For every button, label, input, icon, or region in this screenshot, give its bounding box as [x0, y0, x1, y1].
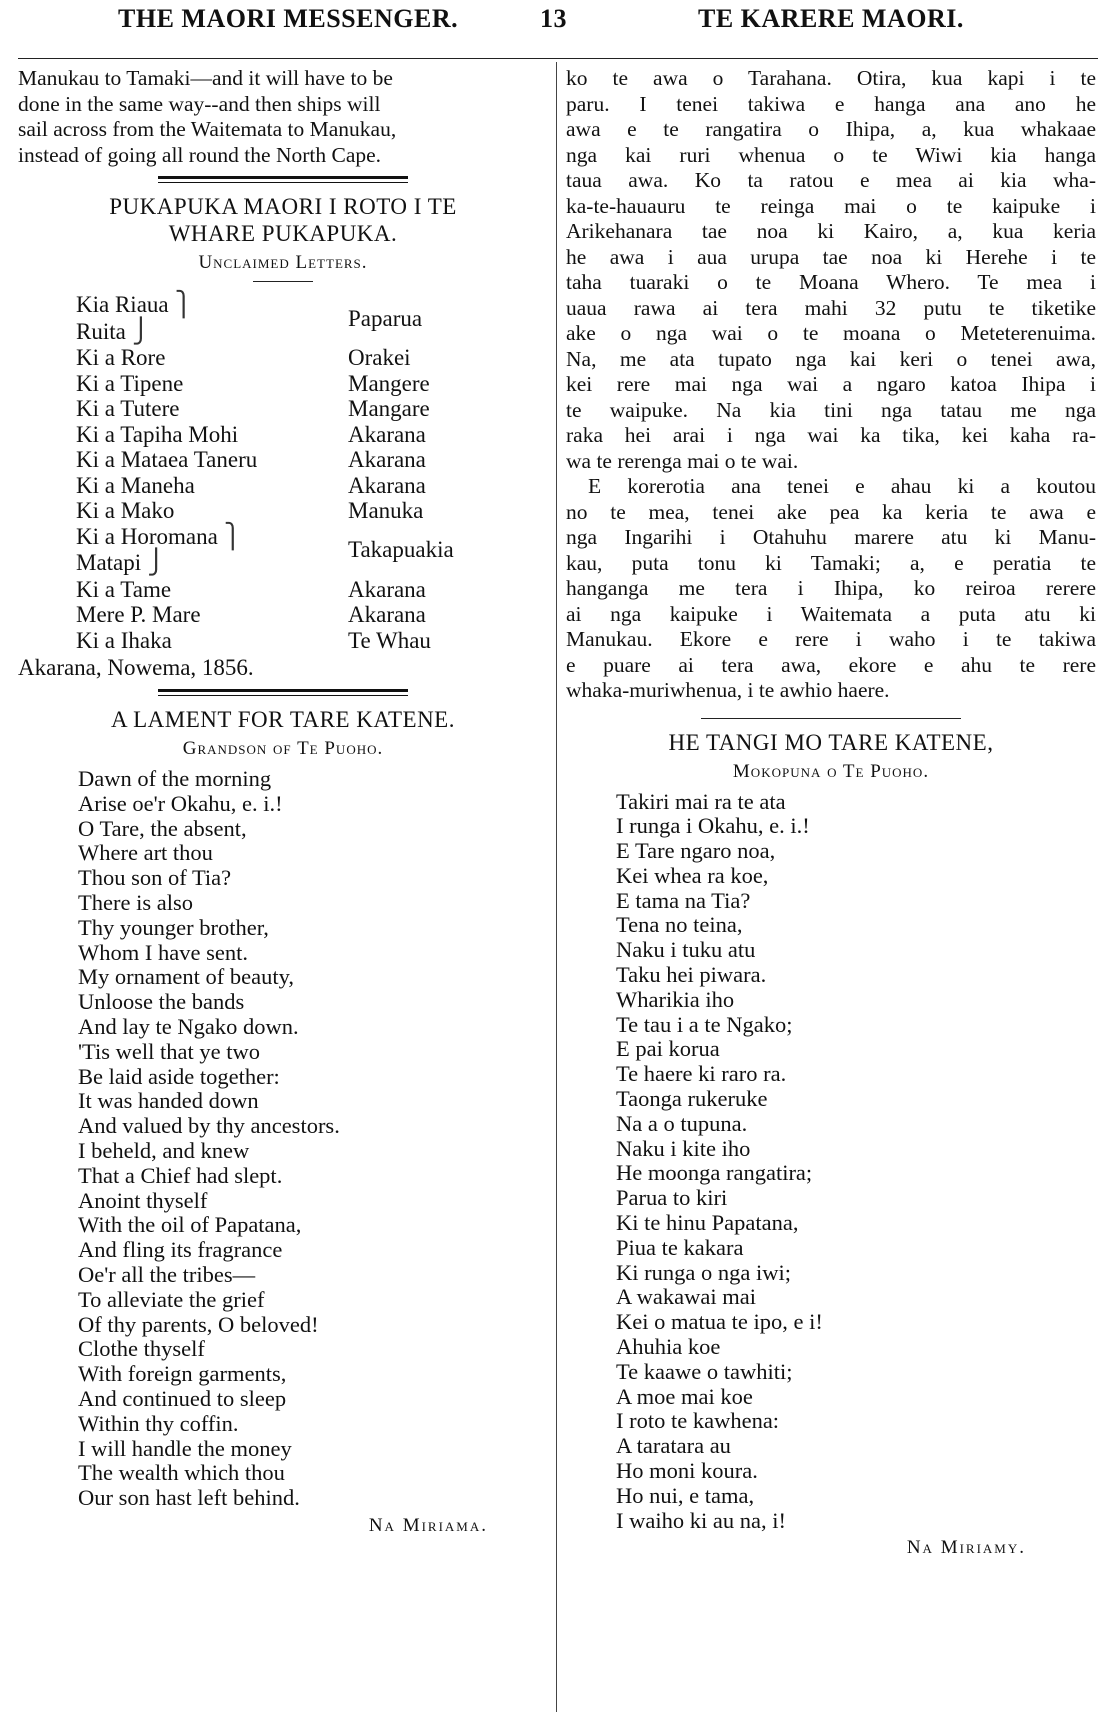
lament-title: A LAMENT FOR TARE KATENE. — [111, 707, 455, 732]
poem-line: To alleviate the grief — [78, 1286, 265, 1312]
poem-line: With the oil of Papatana, — [78, 1212, 302, 1238]
poem-line: E tama na Tia? — [616, 887, 751, 913]
letter-name: Ki a Tipene — [76, 370, 184, 396]
poem-line: A taratara au — [616, 1433, 731, 1459]
letter-name: Ki a Tapiha Mohi — [76, 421, 239, 447]
text-line: ka-te-hauauru te reinga mai o te kaipuke i — [566, 193, 1096, 218]
letter-name: Ki a Mako — [76, 498, 175, 523]
poem-line: 'Tis well that ye two — [78, 1038, 260, 1064]
letter-name: Mere P. Mare — [76, 602, 201, 627]
text-line: kei rere mai nga wai a ngaro katoa Ihipa i — [566, 372, 1096, 396]
text-line: Na, me ata tupato nga kai keri o tenei awa, — [566, 346, 1096, 371]
brace-icon: ⎫ — [223, 523, 242, 550]
poem-line: I runga i Okahu, e. i.! — [616, 813, 810, 839]
letter-row — [76, 473, 454, 499]
poem-line: The wealth which thou — [78, 1460, 285, 1486]
poem-line: A wakawai mai — [616, 1284, 756, 1310]
text-line: ko te awa o Tarahana. Otira, kua kapi i te — [566, 66, 1096, 90]
poem-line: He moonga rangatira; — [616, 1160, 813, 1186]
poem-line: Be laid aside together: — [78, 1063, 280, 1089]
letters-subheading: Unclaimed Letters. — [198, 252, 368, 273]
poem-line: E pai koruа — [616, 1036, 720, 1062]
poem-line: I roto te kawhena: — [616, 1408, 780, 1434]
poem-line: Tena no teina, — [616, 912, 743, 938]
letter-row — [76, 396, 454, 422]
page-number: 13 — [540, 4, 567, 33]
poem-line: Oe'r all the tribes— — [78, 1261, 256, 1287]
letter-row — [76, 345, 454, 371]
text-line: te waipuke. Na kia tini nga tatau me nga — [566, 397, 1096, 422]
poem-line: Within thy coffin. — [78, 1410, 239, 1436]
unclaimed-letters-list — [76, 292, 548, 653]
text-line: sail across from the Waitemata to Manukau, — [18, 117, 397, 141]
poem-line: Dawn of the morning — [78, 766, 272, 791]
poem-line: Whom I have sent. — [78, 939, 248, 965]
masthead-english: THE MAORI MESSENGER. — [118, 4, 459, 33]
letter-name: Kia Riaua — [76, 292, 169, 317]
letters-table — [76, 292, 454, 653]
heading-line: WHARE PUKAPUKA. — [168, 221, 398, 246]
text-line: ake o nga wai o te moana o Meteterenuima. — [566, 321, 1096, 345]
heading-line: PUKAPUKA MAORI I ROTO I TE — [109, 194, 457, 219]
tangi-title: HE TANGI MO TARE KATENE, — [668, 729, 994, 755]
tangi-poem — [616, 790, 1096, 1534]
poem-line: Te tau i a te Ngako; — [616, 1011, 793, 1037]
letter-place: Mangere — [348, 370, 430, 396]
letter-place: Akarana — [348, 447, 426, 472]
poem-line: Thy younger brother, — [78, 914, 269, 940]
text-line: ai nga kaipuke i Waitemata a puta atu ki — [566, 601, 1096, 626]
poem-line: That a Chief had slept. — [78, 1162, 283, 1188]
letter-place: Mangare — [348, 396, 430, 421]
letter-name: Ki a Maneha — [76, 472, 195, 498]
masthead-maori: TE KARERE MAORI. — [698, 4, 964, 33]
poem-line: Takiri mai ra te ata — [616, 788, 786, 814]
poem-line: Unloose the bands — [78, 989, 245, 1015]
poem-line: Piua te kakara — [616, 1234, 744, 1260]
poem-line: Parua to kiri — [616, 1185, 728, 1211]
poem-line: Na a o tupuna. — [616, 1110, 748, 1136]
poem-line: E Tare ngaro noa, — [616, 838, 776, 864]
letter-name: Ki a Horomana — [76, 523, 218, 549]
maori-paragraph-1 — [566, 66, 1096, 474]
poem-line: Wharikia iho — [616, 986, 735, 1012]
letter-place: Akarana — [348, 576, 426, 602]
text-line: Arikehanara tae noa ki Kairo, a, kua keria — [566, 219, 1096, 243]
poem-line: Where art thou — [78, 840, 213, 866]
letter-place: Manuka — [348, 498, 424, 523]
poem-line: I waiho ki au na, i! — [616, 1507, 786, 1533]
lament-subtitle: Grandson of Te Puoho. — [182, 738, 384, 759]
poem-line: Of thy parents, O beloved! — [78, 1311, 319, 1337]
poem-line: With foreign garments, — [78, 1361, 287, 1387]
text-line: instead of going all round the North Cape. — [18, 142, 382, 167]
poem-line: O Tare, the absent, — [78, 815, 247, 841]
letter-name: Ki a Ihaka — [76, 627, 172, 653]
text-line: wa te rerenga mai o te wai. — [566, 448, 799, 473]
text-line: hanganga me tera i Ihipa, ko reiroa rerere — [566, 576, 1096, 600]
text-line: uaua rawa ai tera mahi 32 putu te tiketike — [566, 295, 1096, 320]
text-line: E korerotia ana tenei e ahau ki a koutou — [588, 474, 1096, 498]
text-line: he awa i aua urupa tae noa ki Herehe i te — [566, 244, 1096, 269]
brace-icon: ⎭ — [131, 318, 150, 345]
poem-line: Clothe thyself — [78, 1336, 205, 1362]
letter-row — [76, 422, 454, 448]
text-line: no te mea, tenei ake pea ka keria te awa e — [566, 499, 1096, 524]
text-line: awa e te rangatira o Ihipa, a, kua whakaae — [566, 117, 1096, 141]
poem-line: Our son hast left behind. — [78, 1485, 300, 1511]
letter-row — [76, 628, 454, 654]
text-line: whaka-muriwhenua, i te awhio haere. — [566, 678, 890, 702]
poem-line: Naku i kite iho — [616, 1135, 751, 1161]
text-line: paru. I tenei takiwa e hanga ana ano he — [566, 91, 1096, 116]
letter-name: Ki a Tame — [76, 576, 172, 602]
poem-line: Arise oe'r Okahu, e. i.! — [78, 790, 283, 816]
poem-line: I will handle the money — [78, 1435, 292, 1461]
poem-line: Ki runga o nga iwi; — [616, 1259, 791, 1285]
letter-row — [76, 447, 454, 473]
poem-line: Ho nui, e tama, — [616, 1482, 755, 1508]
tangi-subtitle: Mokopuna o Te Puoho. — [732, 760, 930, 782]
left-column — [18, 66, 548, 1537]
poem-line: Anoint thyself — [78, 1187, 208, 1213]
poem-line: I beheld, and knew — [78, 1137, 250, 1163]
poem-line: A moe mai koe — [616, 1383, 753, 1409]
poem-line: Ho moni koura. — [616, 1458, 758, 1484]
text-line: taha tuaraki o te Moana Whero. Te mea i — [566, 270, 1096, 294]
right-column — [566, 66, 1096, 1559]
letter-row — [76, 577, 454, 603]
letter-place: Akarana — [348, 472, 426, 498]
letter-name: Ruita — [76, 318, 126, 344]
letter-place: Orakei — [348, 345, 411, 370]
poem-line: There is also — [78, 889, 193, 915]
text-line: nga kai ruri whenua o te Wiwi kia hanga — [566, 142, 1096, 167]
text-line: raka hei arai i nga wai ka tika, kei kaha ra- — [566, 423, 1096, 447]
header-rule — [18, 58, 1098, 59]
text-line: nga Ingarihi i Otahuhu marere atu ki Manu- — [566, 525, 1096, 549]
letter-name: Ki a Tutere — [76, 396, 180, 421]
poem-line: Thou son of Tia? — [78, 865, 232, 891]
letter-place: Akarana — [348, 602, 426, 627]
letter-row — [76, 524, 454, 551]
poem-line: And lay te Ngako down. — [78, 1013, 299, 1039]
letter-row — [76, 602, 454, 628]
letters-dateline: Akarana, Nowema, 1856. — [18, 655, 254, 680]
poem-line: And valued by thy ancestors. — [78, 1113, 340, 1139]
lament-poem — [78, 767, 548, 1511]
poem-line: Te kaawe o tawhiti; — [616, 1358, 793, 1384]
text-line: done in the same way--and then ships will — [18, 91, 381, 116]
letter-place: Takapuakia — [348, 537, 454, 563]
section-rule — [158, 689, 408, 696]
section-rule — [701, 718, 961, 719]
text-line: Manukau to Tamaki—and it will have to be — [18, 66, 393, 90]
letter-name: Ki a Rore — [76, 345, 166, 370]
section-rule — [158, 176, 408, 183]
brace-icon: ⎫ — [174, 292, 193, 318]
maori-paragraph-2 — [566, 474, 1096, 704]
poem-line: Taku hei piwara. — [616, 962, 767, 988]
letter-place: Te Whau — [348, 627, 431, 653]
text-line: taua awa. Ko ta ratou e mea ai kia wha- — [566, 168, 1096, 192]
letter-name: Matapi — [76, 550, 142, 575]
poem-line: Te haere ki raro ra. — [616, 1061, 787, 1087]
text-line: Manukau. Ekore e rere i waho i te takiwa — [566, 627, 1096, 651]
poem-line: And fling its fragrance — [78, 1237, 283, 1263]
poem-line: Kei o matua te ipo, e i! — [616, 1309, 823, 1335]
intro-paragraph — [18, 66, 548, 168]
text-line: kau, puta tonu ki Tamaki; a, e peratia te — [566, 550, 1096, 575]
letter-row — [76, 498, 454, 524]
brace-icon: ⎭ — [147, 550, 166, 576]
tangi-signature: Na Miriamy. — [906, 1537, 1026, 1559]
poem-line: And continued to sleep — [78, 1385, 287, 1411]
poem-line: Naku i tuku atu — [616, 937, 756, 963]
letters-heading — [18, 193, 548, 247]
poem-line: My ornament of beauty, — [78, 964, 294, 990]
column-divider — [556, 62, 557, 1712]
text-line: e puare ai tera awa, ekore e ahu te rere — [566, 652, 1096, 677]
poem-line: Kei whea ra koe, — [616, 862, 769, 888]
letter-place: Akarana — [348, 421, 426, 447]
poem-line: Taonga rukeruke — [616, 1086, 768, 1112]
letter-name: Ki a Mataea Taneru — [76, 447, 258, 472]
letter-row — [76, 292, 454, 319]
poem-line: It was handed down — [78, 1088, 259, 1114]
poem-line: Ahuhia koe — [616, 1334, 721, 1360]
letter-row — [76, 371, 454, 397]
letter-place: Paparua — [348, 305, 423, 331]
lament-signature: Na Miriama. — [368, 1514, 488, 1536]
poem-line: Ki te hinu Papatana, — [616, 1210, 799, 1236]
subheading-rule — [253, 281, 313, 282]
